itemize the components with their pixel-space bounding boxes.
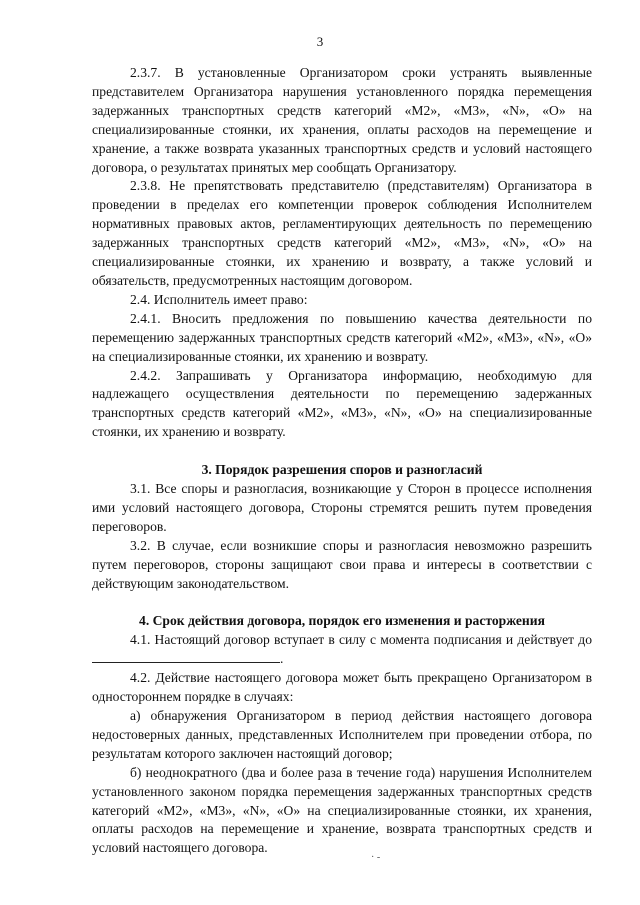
paragraph-4-2-a: а) обнаружения Организатором в период действия настоящего договора недостоверных данных, представленных Исполнителем при проведении отбора, по результатам которого заключен настоящий договор; xyxy=(92,708,592,761)
paragraph-2-3-8: 2.3.8. Не препятствовать представителю (представителям) Организатора в проведении в пределах его компетенции проверок соблюдения Исполнителем нормативных правовых актов, регламентирующих деятельность по перемещению задержанных транспортных средств категорий «М2», «М3», «N», «О» на специализированные стоянки, их хранению и возврату, а также условий и обязательств, предусмотренных настоящим договором. xyxy=(92,178,592,288)
document-body xyxy=(92,64,592,858)
paragraph-3-1: 3.1. Все споры и разногласия, возникающие у Сторон в процессе исполнения ими условий настоящего договора, Стороны стремятся решить путем проведения переговоров. xyxy=(92,481,592,534)
date-blank-line xyxy=(92,650,280,663)
spacer xyxy=(92,442,592,461)
paragraph-2-4-1: 2.4.1. Вносить предложения по повышению качества деятельности по перемещению задержанных транспортных средств категорий «М2», «М3», «N», «О» на специализированные стоянки, их хранению и возврату. xyxy=(92,310,592,364)
section-4-heading: 4. Срок действия договора, порядок его изменения и расторжения xyxy=(139,613,545,629)
page-number: 3 xyxy=(316,34,324,49)
paragraph-4-1-end: . xyxy=(280,651,284,667)
paragraph-2-4-2: 2.4.2. Запрашивать у Организатора информацию, необходимую для надлежащего осуществления деятельности по перемещению задержанных транспортных средств категорий «М2», «М3», «N», «О» на специализированные стоянки, их хранению и возврату. xyxy=(92,367,592,440)
scan-mark: · - xyxy=(371,852,381,863)
paragraph-3-2: 3.2. В случае, если возникшие споры и разногласия невозможно разрешить путем переговоров, стороны защищают свои права и интересы в соответствии с действующим законодательством. xyxy=(92,537,592,591)
paragraph-4-1 xyxy=(92,631,592,669)
paragraph-2-4: 2.4. Исполнитель имеет право: xyxy=(130,291,308,307)
paragraph-4-2-b: б) неоднократного (два и более раза в течение года) нарушения Исполнителем установленного законом порядка перемещения задержанных транспортных средств категорий «М2», «М3», «N», «О» на специализированные стоянки, их хранения, оплаты расходов на перемещение и хранение, возврата транспортных средств и условий настоящего договора. xyxy=(92,764,592,856)
spacer xyxy=(92,593,592,612)
section-3-heading: 3. Порядок разрешения споров и разногласий xyxy=(201,462,483,478)
paragraph-2-3-7: 2.3.7. В установленные Организатором сроки устранять выявленные представителем Организатора нарушения установленного порядка перемещения задержанных транспортных средств категорий «М2», «М3», «N», «О» на специализированные стоянки, их хранения, оплаты расходов на перемещение и хранение, а также возврата указанных транспортных средств и условий настоящего договора, о результатах принятых мер сообщать Организатору. xyxy=(92,65,592,175)
paragraph-4-2: 4.2. Действие настоящего договора может быть прекращено Организатором в одностороннем порядке в случаях: xyxy=(92,670,592,705)
paragraph-4-1-text: 4.1. Настоящий договор вступает в силу с момента подписания и действует до xyxy=(130,632,592,648)
